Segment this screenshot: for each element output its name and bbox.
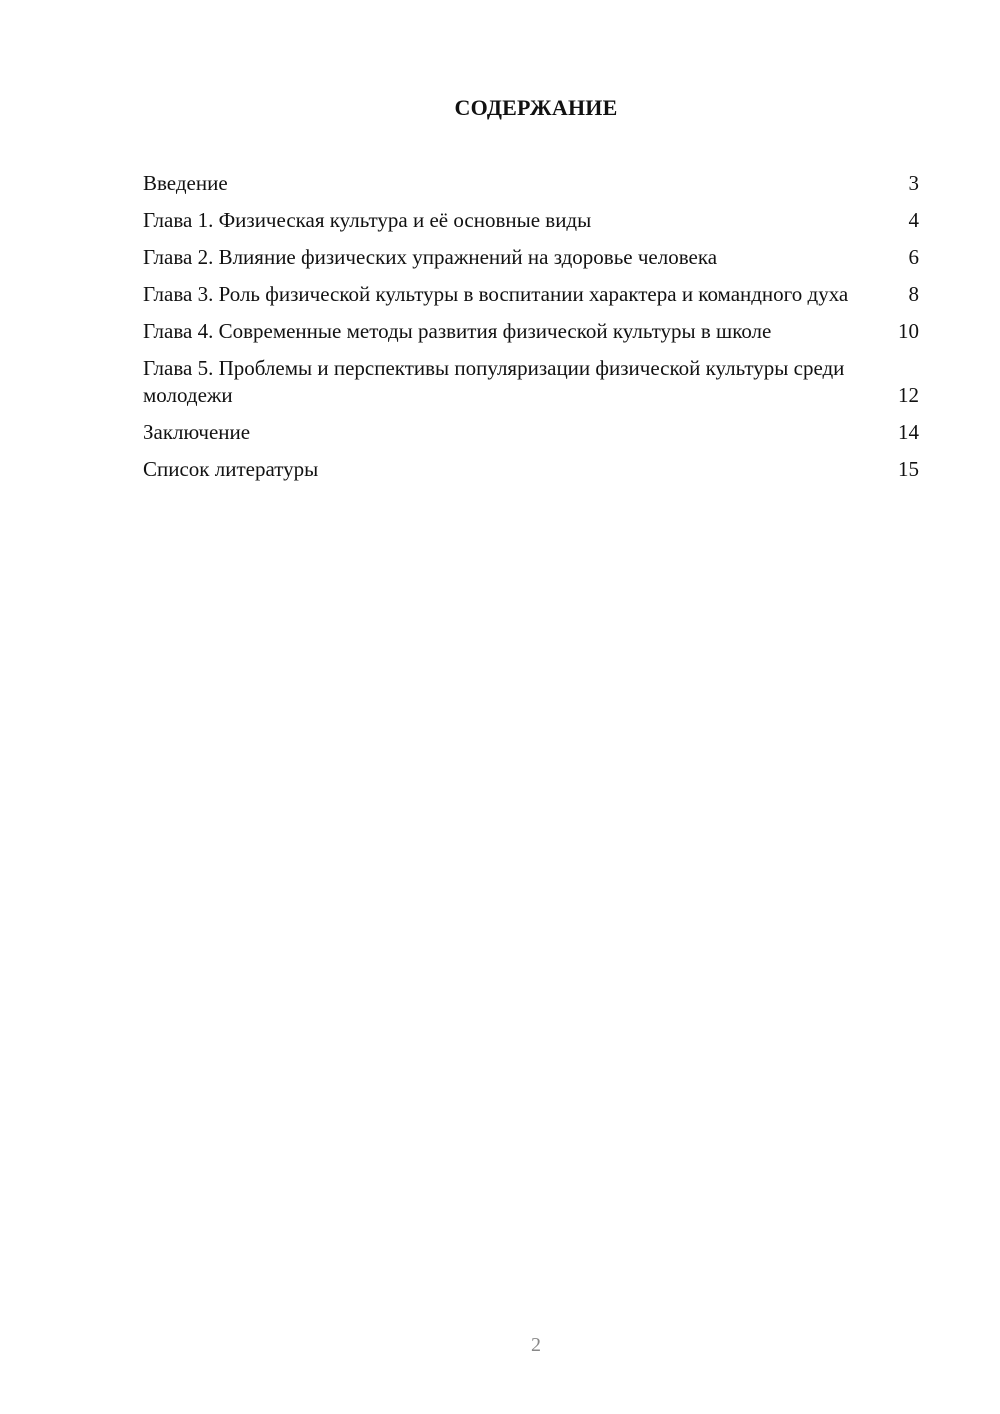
- toc-entry: [143, 318, 919, 345]
- table-of-contents: [143, 170, 919, 493]
- toc-entry-page: 10: [898, 319, 919, 343]
- toc-entry: [143, 244, 919, 271]
- toc-entry-title: Глава 5. Проблемы и перспективы популяризации физической культуры среди молодежи: [143, 356, 845, 407]
- toc-entry-title: Глава 3. Роль физической культуры в воспитании характера и командного духа: [143, 282, 849, 306]
- toc-entry-page: 14: [898, 420, 919, 444]
- toc-entry-page: 4: [908, 208, 919, 232]
- page-number: 2: [531, 1334, 541, 1356]
- toc-entry: [143, 355, 919, 409]
- toc-entry-title: Глава 4. Современные методы развития физической культуры в школе: [143, 319, 772, 343]
- toc-entry-title: Глава 1. Физическая культура и её основные виды: [143, 208, 592, 232]
- toc-entry: [143, 456, 919, 483]
- toc-entry: [143, 419, 919, 446]
- page-title: СОДЕРЖАНИЕ: [454, 95, 618, 120]
- toc-entry: [143, 281, 919, 308]
- toc-entry-page: 8: [908, 282, 919, 306]
- toc-entry-page: 6: [908, 245, 919, 269]
- toc-entry: [143, 170, 919, 197]
- toc-entry-page: 15: [898, 457, 919, 481]
- toc-entry: [143, 207, 919, 234]
- toc-entry-page: 3: [908, 171, 919, 195]
- toc-entry-title: Список литературы: [143, 457, 319, 481]
- toc-entry-title: Глава 2. Влияние физических упражнений на здоровье человека: [143, 245, 718, 269]
- toc-entry-title: Введение: [143, 171, 228, 195]
- toc-entry-title: Заключение: [143, 420, 251, 444]
- toc-entry-page: 12: [898, 383, 919, 407]
